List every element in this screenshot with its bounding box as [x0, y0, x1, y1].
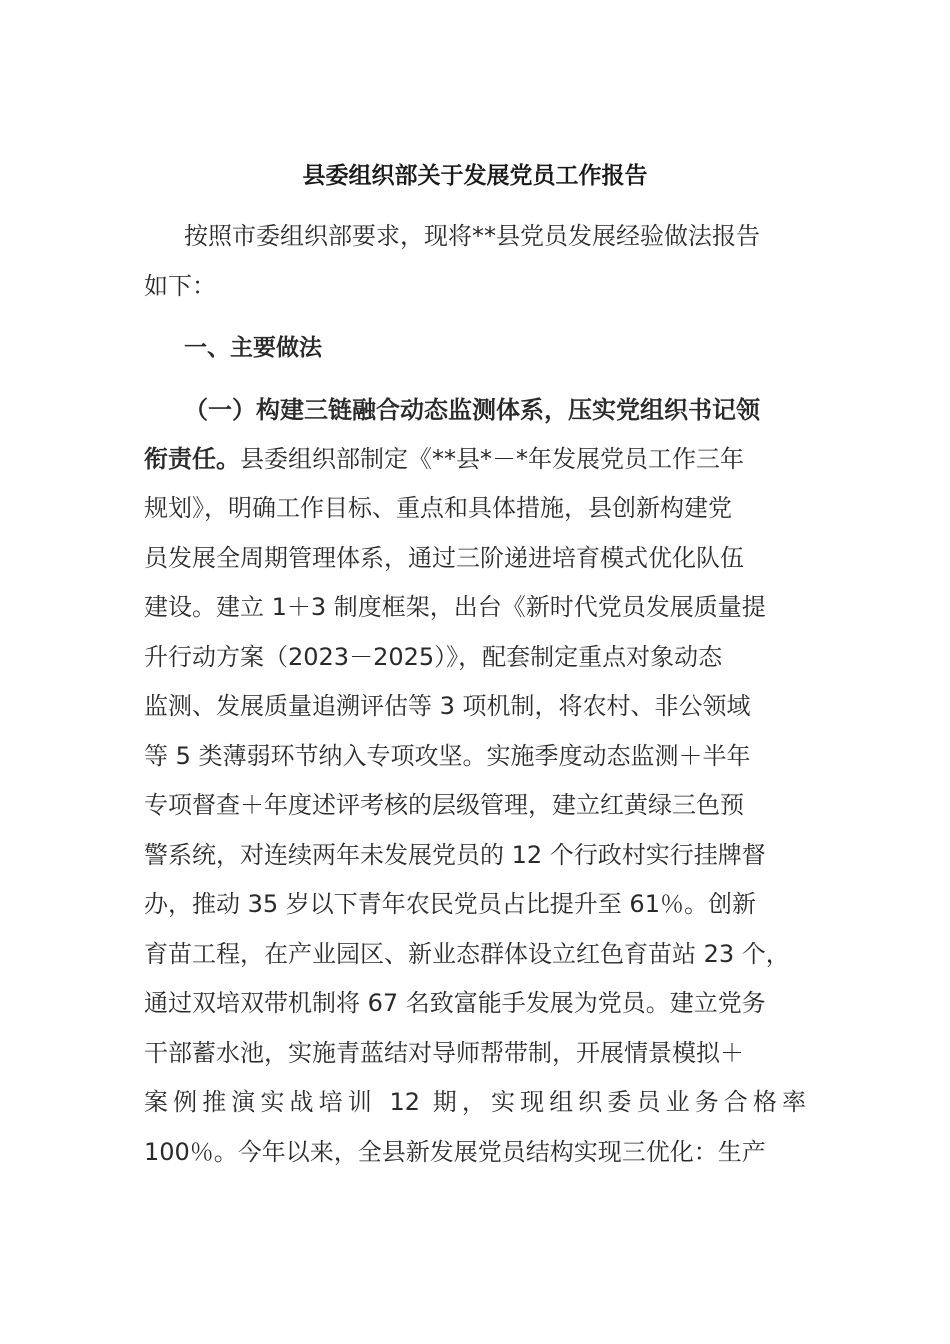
paragraph-line: 通过双培双带机制将 67 名致富能手发展为党员。建立党务 — [144, 989, 766, 1017]
intro-line-2: 如下： — [144, 272, 216, 300]
paragraph-line: 规划》，明确工作目标、重点和具体措施，县创新构建党 — [144, 494, 732, 522]
subsection-heading-part1: （一）构建三链融合动态监测体系，压实党组织书记领 — [184, 396, 760, 424]
paragraph-line: 办，推动 35 岁以下青年农民党员占比提升至 61％。创新 — [144, 890, 756, 918]
paragraph-line: 升行动方案（2023－2025）》，配套制定重点对象动态 — [144, 643, 723, 671]
paragraph-line: 监测、发展质量追溯评估等 3 项机制，将农村、非公领域 — [144, 692, 751, 720]
paragraph-line: 警系统，对连续两年未发展党员的 12 个行政村实行挂牌督 — [144, 841, 766, 869]
paragraph-line: 等 5 类薄弱环节纳入专项攻坚。实施季度动态监测＋半年 — [144, 742, 751, 770]
paragraph-text: 县委组织部制定《**县*－*年发展党员工作三年 — [240, 445, 744, 473]
paragraph-line: 员发展全周期管理体系，通过三阶递进培育模式优化队伍 — [144, 544, 744, 572]
section-heading: 一、主要做法 — [184, 335, 322, 361]
paragraph-line — [144, 441, 744, 477]
paragraph-line: 100％。今年以来，全县新发展党员结构实现三优化：生产 — [144, 1138, 766, 1166]
subsection-heading-part2: 衔责任。 — [144, 445, 240, 473]
intro-line-1: 按照市委组织部要求，现将**县党员发展经验做法报告 — [184, 222, 760, 250]
paragraph-line: 案例推演实战培训 12 期，实现组织委员业务合格率 — [144, 1088, 806, 1116]
paragraph-line: 建设。建立 1＋3 制度框架，出台《新时代党员发展质量提 — [144, 593, 766, 621]
paragraph-line: 专项督查＋年度述评考核的层级管理，建立红黄绿三色预 — [144, 791, 744, 819]
document-title: 县委组织部关于发展党员工作报告 — [302, 163, 648, 189]
paragraph-line: 干部蓄水池，实施青蓝结对导师帮带制，开展情景模拟＋ — [144, 1039, 744, 1067]
paragraph-line: 育苗工程，在产业园区、新业态群体设立红色育苗站 23 个， — [144, 940, 790, 968]
